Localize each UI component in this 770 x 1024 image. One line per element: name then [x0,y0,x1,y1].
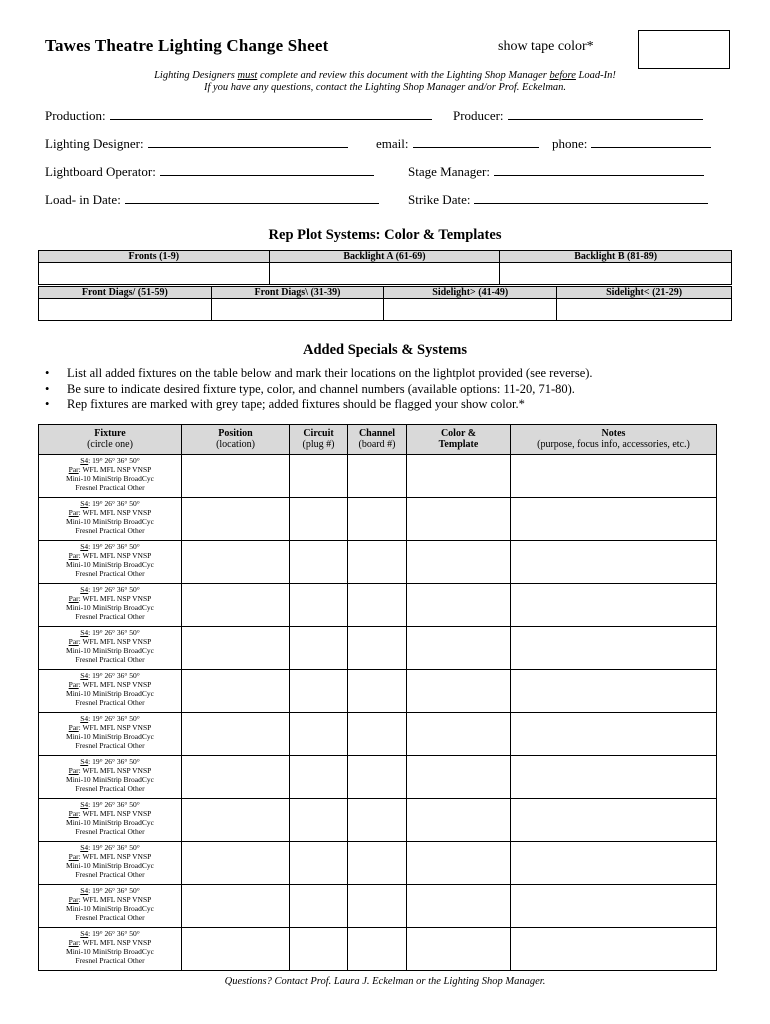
page-title: Tawes Theatre Lighting Change Sheet [45,36,329,55]
notes-column-header: Notes (purpose, focus info, accessories, etc.) [511,425,717,455]
load-in-date-field[interactable]: Load- in Date: [45,191,379,208]
channel-cell[interactable] [348,584,407,627]
fronts-header: Fronts (1-9) [39,251,270,263]
circuit-cell[interactable] [290,584,348,627]
backlight-a-cell[interactable] [269,263,500,285]
stage-manager-field[interactable]: Stage Manager: [408,163,704,180]
notes-cell[interactable] [511,498,717,541]
circuit-cell[interactable] [290,799,348,842]
production-field[interactable]: Production: [45,107,432,124]
table-row [39,756,717,799]
color-template-cell[interactable] [407,928,511,971]
position-cell[interactable] [182,498,290,541]
backlight-a-header: Backlight A (61-69) [269,251,500,263]
list-item: • List all added fixtures on the table below and mark their locations on the lightplot provided (see reverse). [45,366,593,382]
backlight-b-header: Backlight B (81-89) [500,251,732,263]
notes-cell[interactable] [511,885,717,928]
sidelight-right-cell[interactable] [384,299,557,321]
channel-cell[interactable] [348,670,407,713]
fixture-options-cell[interactable]: S4: 19° 26° 36° 50° Par: WFL MFL NSP VNSP Mini-10 MiniStrip BroadCyc Fresnel Practical Other [39,799,182,842]
sidelight-left-cell[interactable] [557,299,732,321]
circuit-cell[interactable] [290,627,348,670]
color-template-cell[interactable] [407,584,511,627]
color-template-cell[interactable] [407,541,511,584]
fixture-options-cell[interactable]: S4: 19° 26° 36° 50° Par: WFL MFL NSP VNSP Mini-10 MiniStrip BroadCyc Fresnel Practical Other [39,627,182,670]
specials-heading: Added Specials & Systems [303,342,467,358]
circuit-cell[interactable] [290,842,348,885]
strike-date-field[interactable]: Strike Date: [408,191,708,208]
table-row [39,842,717,885]
color-template-cell[interactable] [407,885,511,928]
table-row [39,627,717,670]
position-column-header: Position (location) [182,425,290,455]
color-template-cell[interactable] [407,842,511,885]
channel-cell[interactable] [348,885,407,928]
fixture-options-cell[interactable]: S4: 19° 26° 36° 50° Par: WFL MFL NSP VNSP Mini-10 MiniStrip BroadCyc Fresnel Practical Other [39,928,182,971]
color-template-cell[interactable] [407,756,511,799]
channel-cell[interactable] [348,541,407,584]
notes-cell[interactable] [511,713,717,756]
fixture-options-cell[interactable]: S4: 19° 26° 36° 50° Par: WFL MFL NSP VNSP Mini-10 MiniStrip BroadCyc Fresnel Practical Other [39,455,182,498]
position-cell[interactable] [182,584,290,627]
color-template-cell[interactable] [407,498,511,541]
circuit-cell[interactable] [290,928,348,971]
notes-cell[interactable] [511,541,717,584]
circuit-cell[interactable] [290,541,348,584]
position-cell[interactable] [182,799,290,842]
fixture-options-cell[interactable]: S4: 19° 26° 36° 50° Par: WFL MFL NSP VNSP Mini-10 MiniStrip BroadCyc Fresnel Practical Other [39,541,182,584]
fixture-options-cell[interactable]: S4: 19° 26° 36° 50° Par: WFL MFL NSP VNSP Mini-10 MiniStrip BroadCyc Fresnel Practical Other [39,498,182,541]
instructions-list [45,366,593,413]
front-diags-slash-header: Front Diags/ (51-59) [39,287,212,299]
fixture-options-cell[interactable]: S4: 19° 26° 36° 50° Par: WFL MFL NSP VNSP Mini-10 MiniStrip BroadCyc Fresnel Practical Other [39,885,182,928]
color-template-cell[interactable] [407,670,511,713]
channel-cell[interactable] [348,455,407,498]
notes-cell[interactable] [511,627,717,670]
table-row [39,885,717,928]
notes-cell[interactable] [511,928,717,971]
tape-color-box[interactable] [638,30,730,69]
position-cell[interactable] [182,756,290,799]
position-cell[interactable] [182,455,290,498]
producer-field[interactable]: Producer: [453,107,703,124]
phone-field[interactable]: phone: [552,135,711,152]
notes-cell[interactable] [511,799,717,842]
table-row [39,498,717,541]
position-cell[interactable] [182,670,290,713]
fixture-options-cell[interactable]: S4: 19° 26° 36° 50° Par: WFL MFL NSP VNSP Mini-10 MiniStrip BroadCyc Fresnel Practical Other [39,670,182,713]
front-diags-backslash-cell[interactable] [211,299,384,321]
color-template-cell[interactable] [407,627,511,670]
color-template-cell[interactable] [407,455,511,498]
tape-color-label: show tape color* [498,39,594,54]
email-field[interactable]: email: [376,135,539,152]
notes-cell[interactable] [511,756,717,799]
lighting-designer-field[interactable]: Lighting Designer: [45,135,348,152]
color-column-header: Color & Template [407,425,511,455]
front-diags-slash-cell[interactable] [39,299,212,321]
position-cell[interactable] [182,842,290,885]
circuit-column-header: Circuit (plug #) [290,425,348,455]
instructions-line-1: Lighting Designers must complete and review this document with the Lighting Shop Manager before Load-In! [154,70,616,81]
rep-plot-table-2 [38,286,732,321]
front-diags-backslash-header: Front Diags\ (31-39) [211,287,384,299]
position-cell[interactable] [182,928,290,971]
rep-plot-heading: Rep Plot Systems: Color & Templates [268,227,502,243]
fixture-options-cell[interactable]: S4: 19° 26° 36° 50° Par: WFL MFL NSP VNSP Mini-10 MiniStrip BroadCyc Fresnel Practical Other [39,756,182,799]
channel-cell[interactable] [348,842,407,885]
color-template-cell[interactable] [407,799,511,842]
backlight-b-cell[interactable] [500,263,732,285]
list-item: • Rep fixtures are marked with grey tape; added fixtures should be flagged your show color.* [45,397,593,413]
circuit-cell[interactable] [290,713,348,756]
instructions-line-2: If you have any questions, contact the Lighting Shop Manager and/or Prof. Eckelman. [203,82,567,93]
circuit-cell[interactable] [290,455,348,498]
fixture-column-header: Fixture (circle one) [39,425,182,455]
circuit-cell[interactable] [290,885,348,928]
position-cell[interactable] [182,627,290,670]
notes-cell[interactable] [511,842,717,885]
position-cell[interactable] [182,885,290,928]
table-row [39,799,717,842]
channel-cell[interactable] [348,713,407,756]
rep-plot-table-1 [38,250,732,285]
notes-cell[interactable] [511,670,717,713]
position-cell[interactable] [182,541,290,584]
circuit-cell[interactable] [290,756,348,799]
fronts-cell[interactable] [39,263,270,285]
notes-cell[interactable] [511,584,717,627]
position-cell[interactable] [182,713,290,756]
specials-table [38,424,717,971]
channel-cell[interactable] [348,498,407,541]
fixture-options-cell[interactable]: S4: 19° 26° 36° 50° Par: WFL MFL NSP VNSP Mini-10 MiniStrip BroadCyc Fresnel Practical Other [39,584,182,627]
table-row [39,455,717,498]
channel-cell[interactable] [348,627,407,670]
table-row [39,584,717,627]
table-row [39,670,717,713]
table-row [39,713,717,756]
color-template-cell[interactable] [407,713,511,756]
sidelight-right-header: Sidelight> (41-49) [384,287,557,299]
table-row [39,928,717,971]
lightboard-operator-field[interactable]: Lightboard Operator: [45,163,374,180]
footer-note: Questions? Contact Prof. Laura J. Eckelman or the Lighting Shop Manager. [224,976,546,987]
fixture-options-cell[interactable]: S4: 19° 26° 36° 50° Par: WFL MFL NSP VNSP Mini-10 MiniStrip BroadCyc Fresnel Practical Other [39,842,182,885]
fixture-options-cell[interactable]: S4: 19° 26° 36° 50° Par: WFL MFL NSP VNSP Mini-10 MiniStrip BroadCyc Fresnel Practical Other [39,713,182,756]
circuit-cell[interactable] [290,498,348,541]
list-item: • Be sure to indicate desired fixture type, color, and channel numbers (available options: 11-20, 71-80). [45,382,593,398]
channel-column-header: Channel (board #) [348,425,407,455]
table-row [39,541,717,584]
notes-cell[interactable] [511,455,717,498]
channel-cell[interactable] [348,756,407,799]
sidelight-left-header: Sidelight< (21-29) [557,287,732,299]
circuit-cell[interactable] [290,670,348,713]
channel-cell[interactable] [348,928,407,971]
channel-cell[interactable] [348,799,407,842]
